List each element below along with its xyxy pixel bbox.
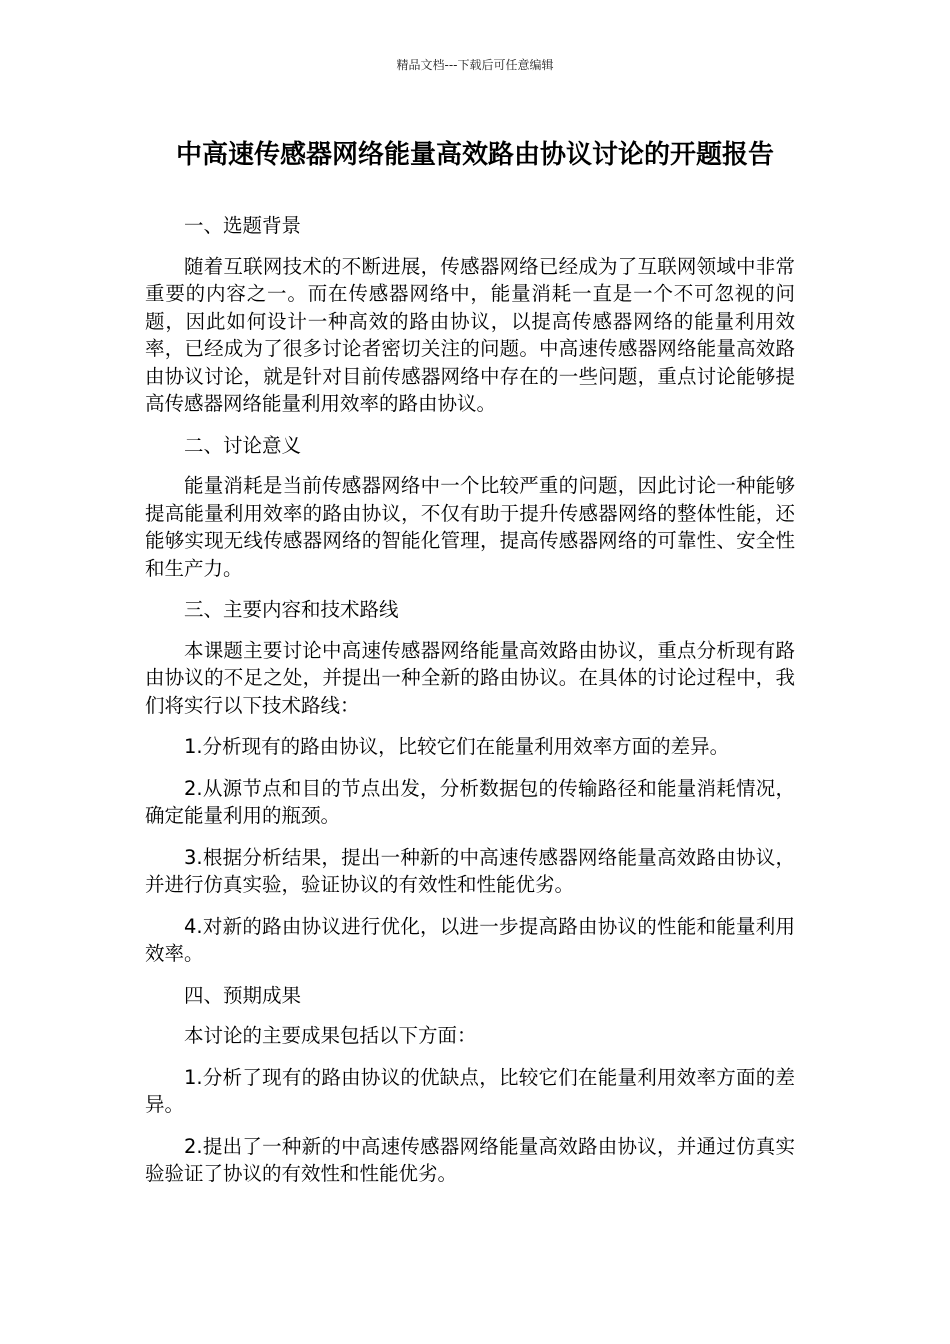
section-heading-content-route: 三、主要内容和技术路线: [184, 598, 399, 621]
document-body: [145, 212, 795, 1202]
list-item-route-1: 1.分析现有的路由协议，比较它们在能量利用效率方面的差异。: [184, 735, 730, 758]
document-title: 中高速传感器网络能量高效路由协议讨论的开题报告: [175, 140, 774, 170]
header-note: 精品文档---下载后可任意编辑: [396, 58, 554, 72]
list-item-result-1: 1.分析了现有的路由协议的优缺点，比较它们在能量利用效率方面的差异。: [145, 1065, 795, 1116]
section-heading-significance: 二、讨论意义: [184, 433, 302, 457]
section-heading-background: 一、选题背景: [184, 214, 302, 237]
list-item-route-4: 4.对新的路由协议进行优化，以进一步提高路由协议的性能和能量利用效率。: [145, 914, 795, 965]
paragraph-content-intro: 本课题主要讨论中高速传感器网络能量高效路由协议，重点分析现有路由协议的不足之处，并提出一种全新的路由协议。在具体的讨论过程中，我们将实行以下技术路线：: [145, 638, 795, 717]
paragraph-background: 随着互联网技术的不断进展，传感器网络已经成为了互联网领域中非常重要的内容之一。而在传感器网络中，能量消耗一直是一个不可忽视的问题，因此如何设计一种高效的路由协议，以提高传感器网络的能量利用效率，已经成为了很多讨论者密切关注的问题。中高速传感器网络能量高效路由协议讨论，就是针对目前传感器网络中存在的一些问题，重点讨论能够提高传感器网络能量利用效率的路由协议。: [145, 254, 795, 415]
list-item-route-2: 2.从源节点和目的节点出发，分析数据包的传输路径和能量消耗情况，确定能量利用的瓶颈。: [145, 776, 795, 827]
section-heading-expected-results: 四、预期成果: [184, 983, 302, 1007]
list-item-result-2: 2.提出了一种新的中高速传感器网络能量高效路由协议，并通过仿真实验验证了协议的有效性和性能优劣。: [145, 1134, 795, 1185]
list-item-route-3: 3.根据分析结果，提出一种新的中高速传感器网络能量高效路由协议，并进行仿真实验，验证协议的有效性和性能优劣。: [145, 845, 795, 896]
paragraph-significance: 能量消耗是当前传感器网络中一个比较严重的问题，因此讨论一种能够提高能量利用效率的路由协议，不仅有助于提升传感器网络的整体性能，还能够实现无线传感器网络的智能化管理，提高传感器网络的可靠性、安全性和生产力。: [145, 474, 795, 580]
paragraph-results-intro: 本讨论的主要成果包括以下方面：: [184, 1024, 477, 1047]
